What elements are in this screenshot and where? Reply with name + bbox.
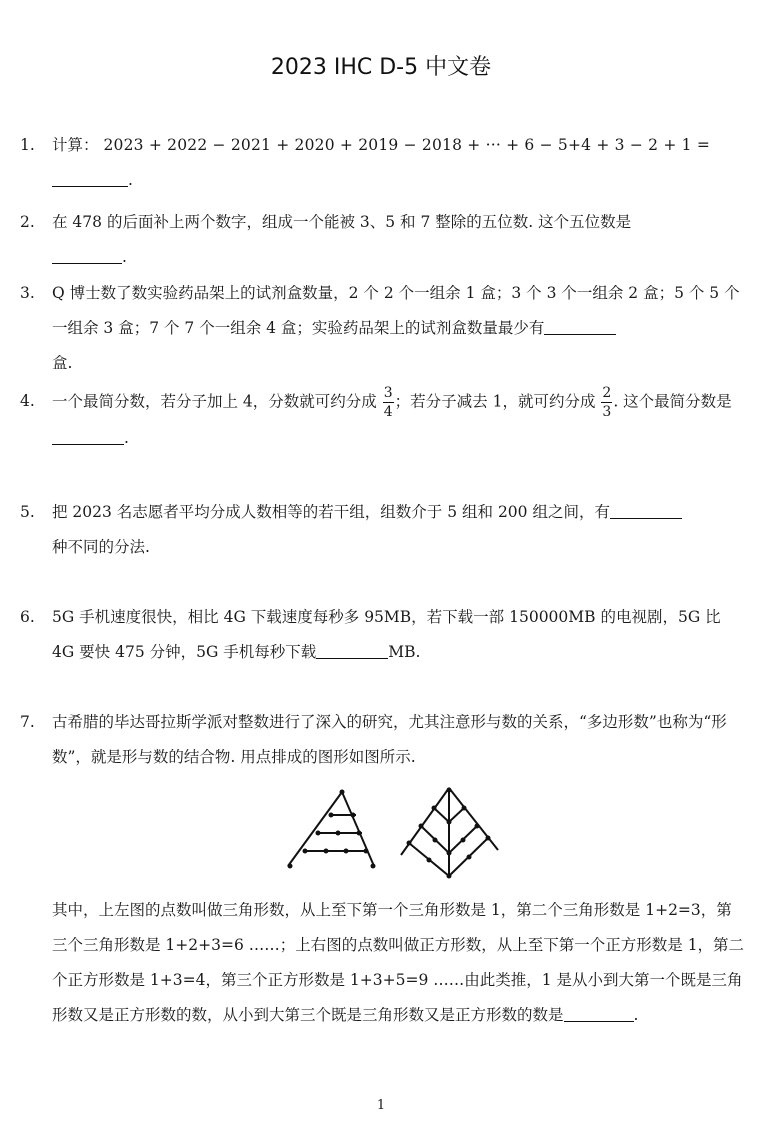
dot xyxy=(303,849,308,854)
question-text: 种不同的分法. xyxy=(52,538,150,556)
dot xyxy=(364,849,369,854)
answer-blank[interactable] xyxy=(544,316,616,335)
triangular-number-diagram xyxy=(288,792,374,866)
dot xyxy=(371,864,376,869)
dot xyxy=(336,831,341,836)
dot xyxy=(432,806,437,811)
question-text: MB. xyxy=(388,643,421,661)
question-number: 5. xyxy=(20,503,35,521)
fraction-three-quarters xyxy=(383,384,394,421)
chevron-row xyxy=(421,826,477,853)
question-text: 5G 手机速度很快，相比 4G 下载速度每秒多 95MB，若下载一部 150000MB 的电视剧，5G 比 4G 要快 475 分钟，5G 手机每秒下载 xyxy=(52,608,721,661)
question-text: . xyxy=(128,171,133,189)
question-1 xyxy=(20,128,745,198)
question-2 xyxy=(20,205,745,275)
question-text: 在 478 的后面补上两个数字，组成一个能被 3、5 和 7 整除的五位数. 这个五位数是 xyxy=(52,213,632,231)
dot xyxy=(447,851,452,856)
dot xyxy=(447,820,452,825)
dot xyxy=(486,836,491,841)
question-number: 7. xyxy=(20,713,35,731)
dot xyxy=(324,849,329,854)
question-text: 把 2023 名志愿者平均分成人数相等的若干组，组数介于 5 组和 200 组之间，有 xyxy=(52,503,610,521)
dot xyxy=(357,831,362,836)
question-text: . 这个最简分数是 xyxy=(613,392,732,411)
answer-blank[interactable] xyxy=(52,426,124,445)
dot xyxy=(351,813,356,818)
answer-blank[interactable] xyxy=(52,245,122,264)
chevron-left-edge xyxy=(401,788,449,855)
dot xyxy=(447,874,452,879)
dot xyxy=(344,849,349,854)
question-text: 古希腊的毕达哥拉斯学派对整数进行了深入的研究，尤其注意形与数的关系，“多边形数”也称为“形数”，就是形与数的结合物. 用点排成的图形如图所示. xyxy=(52,713,727,766)
dot xyxy=(419,824,424,829)
dot xyxy=(461,838,466,843)
fraction-numerator: 3 xyxy=(383,385,393,401)
question-number: 2. xyxy=(20,213,35,231)
question-7 xyxy=(20,705,745,775)
question-text: Q 博士数了数实验药品架上的试剂盒数量，2 个 2 个一组余 1 盒；3 个 3 个一组余 2 盒；5 个 5 个一组余 3 盒；7 个 7 个一组余 4 盒；实验药品架上的试剂盒数量最少有 xyxy=(52,284,740,337)
question-text: ；若分子减去 1，就可约分成 xyxy=(394,392,596,411)
dot xyxy=(433,838,438,843)
answer-blank[interactable] xyxy=(52,168,128,187)
answer-blank[interactable] xyxy=(564,1003,634,1022)
fraction-denominator: 3 xyxy=(602,404,612,420)
question-4 xyxy=(20,384,745,456)
dot xyxy=(467,855,472,860)
question-text: 其中，上左图的点数叫做三角形数，从上至下第一个三角形数是 1，第二个三角形数是 1+2=3，第三个三角形数是 1+2+3=6 ……；上右图的点数叫做正方形数，从上至下第一个正方形数是 1，第二个正方形数是 1+3=4，第三个正方形数是 1+3+5=9 ……由此类推，1 是从小到大第一个既是三角形数又是正方形数的数，从小到大第三个既是三角形数又是正方形数的数是 xyxy=(52,901,745,1024)
dot xyxy=(407,841,412,846)
answer-blank[interactable] xyxy=(316,640,388,659)
question-7-continued xyxy=(20,893,745,1033)
dot xyxy=(427,858,432,863)
fraction-numerator: 2 xyxy=(602,385,612,401)
dot xyxy=(447,788,452,793)
dot xyxy=(288,864,293,869)
question-text: 一个最简分数，若分子加上 4，分数就可约分成 xyxy=(52,392,377,411)
dot xyxy=(316,831,321,836)
fraction-two-thirds xyxy=(601,384,612,421)
dot xyxy=(462,806,467,811)
question-text: . xyxy=(124,429,129,447)
question-text: . xyxy=(122,248,127,266)
square-number-dots xyxy=(407,788,491,879)
dot xyxy=(475,824,480,829)
question-text: 计算： xyxy=(52,136,99,154)
question-number: 1. xyxy=(20,136,35,154)
question-text: 盒. xyxy=(52,354,73,372)
page-number: 1 xyxy=(376,1098,386,1113)
question-number: 4. xyxy=(20,392,35,410)
square-number-diagram xyxy=(401,788,498,876)
dot xyxy=(340,790,345,795)
question-6 xyxy=(20,600,745,670)
triangle-left-edge xyxy=(288,792,342,866)
chevron-row xyxy=(409,838,488,876)
chevron-row xyxy=(434,808,464,822)
question-number: 3. xyxy=(20,284,35,302)
chevron-right-edge xyxy=(449,788,498,850)
math-expression: 2023 + 2022 − 2021 + 2020 + 2019 − 2018 + ··· + 6 − 5+4 + 3 − 2 + 1 = xyxy=(103,136,711,154)
fraction-denominator: 4 xyxy=(383,404,393,420)
question-text: . xyxy=(633,1006,639,1024)
question-3 xyxy=(20,276,745,381)
dot xyxy=(329,813,334,818)
answer-blank[interactable] xyxy=(610,500,682,519)
question-number: 6. xyxy=(20,608,35,626)
triangular-number-dots xyxy=(288,790,376,869)
page-title: 2023 IHC D-5 中文卷 xyxy=(270,55,492,80)
question-5 xyxy=(20,495,745,565)
triangle-right-edge xyxy=(342,792,374,866)
